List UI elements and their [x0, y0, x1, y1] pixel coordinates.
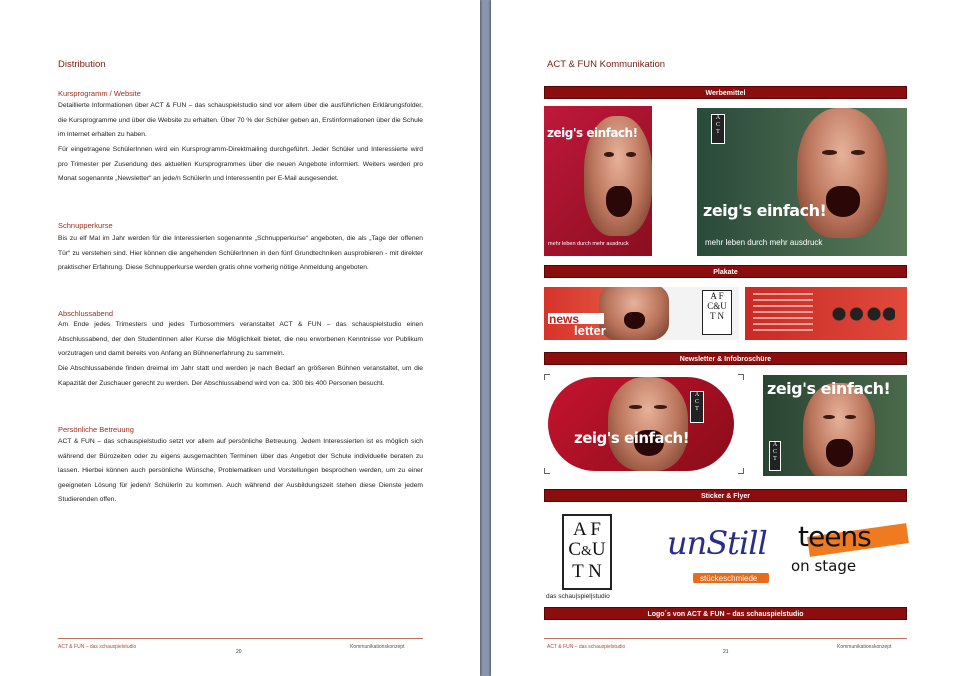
- section-bar-logos: Logo´s von ACT & FUN – das schauspielstudio: [544, 607, 907, 620]
- act-fun-logo-mini: A C T: [769, 441, 781, 471]
- act-fun-logo: A F C&U T N: [562, 514, 612, 590]
- footer-right-text: Kommunikationskonzept: [837, 644, 892, 650]
- newsletter-word-news: news: [549, 312, 580, 326]
- flyer-green: [763, 375, 907, 476]
- body-paragraph: Für eingetragene SchülerInnen wird ein Kursprogramm-Direktmailing durchgeführt. Jeder Schüler und Interessierte wird pro Trimester per Zusendung des aktuellen Kursprogrammes über die neuen Angebote informiert. Weiters werden pro Monat sogenannte „Newsletter“ an jede/n SchülerIn und InteressentIn per E-Mail ausgesendet.: [58, 146, 423, 183]
- teens-subtitle: on stage: [791, 557, 857, 575]
- newsletter-word-letter: letter: [574, 323, 606, 338]
- section-title: Abschlussabend: [58, 309, 114, 318]
- poster-subslogan: mehr leben durch mehr ausdruck: [548, 241, 629, 247]
- poster-slogan: zeig's einfach!: [703, 201, 827, 220]
- flyer-slogan: zeig's einfach!: [767, 379, 891, 398]
- poster-large: [697, 108, 907, 256]
- poster-subslogan: mehr leben durch mehr ausdruck: [705, 238, 823, 247]
- poster-slogan: zeig's einfach!: [547, 126, 638, 140]
- body-paragraph: Am Ende jedes Trimesters und jedes Turbosommers veranstaltet ACT & FUN – das schauspielstudio einen Abschlussabend, der den StudentInnen aller Kurse die Möglichkeit bietet, die neu erworbenen Kenntnisse vor Publikum vorzutragen und damit bereits von Anfang an Bühnenerfahrung zu sammeln.: [58, 321, 423, 358]
- body-paragraph: Die Abschlussabende finden dreimal im Jahr statt und werden je nach Bedarf an größeren Bühnen veranstaltet, um die Kapazität der Zuschauer gerecht zu werden. Der Abschlussabend wird von ca. 300 bis 400 Personen besucht.: [58, 365, 423, 387]
- act-fun-logo-mini: A C T: [690, 391, 704, 423]
- footer-left-text: ACT & FUN – das schauspielstudio: [58, 644, 137, 650]
- section-bar-werbemittel: Werbemittel: [544, 86, 907, 99]
- face-photo: [608, 377, 688, 471]
- unstill-logo: unStill: [667, 524, 767, 562]
- section-bar-plakate: Plakate: [544, 265, 907, 278]
- document-page-left: [0, 0, 480, 676]
- footer-rule: [58, 638, 423, 639]
- page-heading: Distribution: [58, 59, 106, 70]
- teens-logo: teens: [798, 520, 871, 553]
- section-bar-sticker: Sticker & Flyer: [544, 489, 907, 502]
- page-heading: ACT & FUN Kommunikation: [547, 59, 666, 70]
- unstill-subtitle: stückeschmiede: [700, 574, 758, 583]
- page-number: 21: [723, 649, 729, 655]
- logo-caption: das schau|spiel|studio: [546, 593, 610, 600]
- plakat-banner-2: [745, 287, 907, 340]
- page-number: 20: [236, 649, 242, 655]
- face-photo: [599, 287, 669, 340]
- section-title: Persönliche Betreuung: [58, 425, 134, 434]
- body-paragraph: ACT & FUN – das schauspielstudio setzt vor allem auf persönliche Betreuung. Jedem Interessierten ist es möglich sich während der Bürozeiten oder zu eigens ausgemachten Terminen über das Angebot der Schule individuelle beraten zu lassen. Hierbei können auch persönliche Wünsche, Problematiken und Vorstellungen besprochen werden, um zu einer geeigneten Lösung für jeden/r SchülerIn zu kommen. Auch während der Ausbildungszeit stehen diese Dienste jedem Studierenden offen.: [58, 438, 423, 504]
- section-title: Schnupperkurse: [58, 221, 113, 230]
- poster-small: [544, 106, 652, 256]
- newsletter-banner: [544, 287, 739, 340]
- body-paragraph: Bis zu elf Mal im Jahr werden für die Interessierten sogenannte „Schnupperkurse“ angeboten, die als „Tage der offenen Tür“ zu verstehen sind. Hier können die angehenden SchülerInnen in den fünf Grundtechniken ausprobieren - mit direkter praktischer Erfahrung. Diese Schnupperkurse werden gratis ohne vorherig nötige Anmeldung angeboten.: [58, 235, 423, 272]
- footer-rule: [544, 638, 907, 639]
- body-paragraph: Detaillierte Informationen über ACT & FUN – das schauspielstudio sind vor allem über die ausführlichen Erklärungsfolder, die Kursprogramme und über die Website zu erhalten. Über 70 % der Schüler geben an, Erstinformationen über die Schule im Internet erhalten zu haben.: [58, 102, 423, 139]
- sticker-oval: [548, 377, 734, 471]
- footer-left-text: ACT & FUN – das schauspielstudio: [547, 644, 626, 650]
- section-title: Kursprogramm / Website: [58, 89, 141, 98]
- sticker-slogan: zeig's einfach!: [574, 429, 690, 447]
- act-fun-logo-mini: A C T: [711, 114, 725, 144]
- act-fun-logo-mini: A F C&U T N: [702, 290, 732, 335]
- footer-right-text: Kommunikationskonzept: [350, 644, 405, 650]
- section-bar-newsletter: Newsletter & Infobroschüre: [544, 352, 907, 365]
